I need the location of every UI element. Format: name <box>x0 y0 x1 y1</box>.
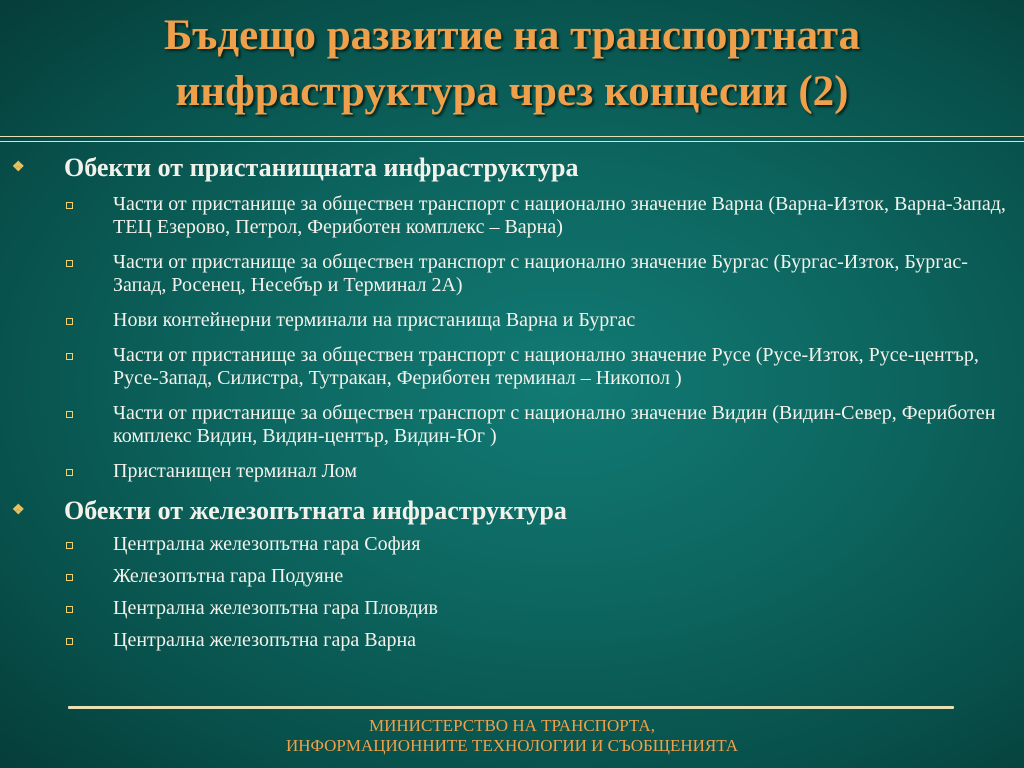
section-heading-text: Обекти от пристанищната инфраструктура <box>64 153 579 182</box>
square-bullet-icon <box>66 411 73 418</box>
list-item <box>0 629 1024 652</box>
list-item <box>0 565 1024 588</box>
list-item <box>0 597 1024 620</box>
list-item-text: Части от пристанище за обществен транспорт с национално значение Русе (Русе-Изток, Русе-център, Русе-Запад, Силистра, Тутракан, Фериботен терминал – Никопол ) <box>113 344 979 389</box>
list-item <box>0 309 1024 332</box>
square-bullet-icon <box>66 353 73 360</box>
diamond-bullet-icon: ❖ <box>12 503 25 518</box>
title-divider <box>0 136 1024 142</box>
list-item <box>0 251 1024 297</box>
list-item <box>0 344 1024 390</box>
footer-divider <box>68 706 954 709</box>
list-item-text: Пристанищен терминал Лом <box>113 460 358 482</box>
section-heading-text: Обекти от железопътната инфраструктура <box>64 496 567 525</box>
section-heading <box>0 152 1024 184</box>
section-railway-infrastructure <box>0 495 1024 652</box>
square-bullet-icon <box>66 318 73 325</box>
footer <box>0 716 1024 756</box>
list-item-text: Централна железопътна гара Варна <box>113 629 417 651</box>
square-bullet-icon <box>66 260 73 267</box>
list-item-text: Централна железопътна гара София <box>113 533 421 555</box>
list-item-text: Железопътна гара Подуяне <box>113 565 344 587</box>
square-bullet-icon <box>66 202 73 209</box>
list-item-text: Централна железопътна гара Пловдив <box>113 597 438 619</box>
list-item <box>0 460 1024 483</box>
list-item-text: Части от пристанище за обществен транспорт с национално значение Видин (Видин-Север, Фериботен комплекс Видин, Видин-център, Видин-Юг ) <box>113 402 996 447</box>
list-item <box>0 402 1024 448</box>
square-bullet-icon <box>66 469 73 476</box>
title-line-2: инфраструктура чрез концесии (2) <box>175 68 849 115</box>
slide-content <box>0 144 1024 652</box>
square-bullet-icon <box>66 606 73 613</box>
list-item <box>0 533 1024 556</box>
square-bullet-icon <box>66 574 73 581</box>
footer-line-1: МИНИСТЕРСТВО НА ТРАНСПОРТА, <box>369 716 655 735</box>
diamond-bullet-icon: ❖ <box>12 160 25 175</box>
title-line-1: Бъдещо развитие на транспортната <box>163 12 861 59</box>
list-item <box>0 193 1024 239</box>
section-heading <box>0 495 1024 527</box>
list-item-text: Части от пристанище за обществен транспорт с национално значение Варна (Варна-Изток, Варна-Запад, ТЕЦ Езерово, Петрол, Фериботен комплекс – Варна) <box>113 193 1006 238</box>
list-item-text: Части от пристанище за обществен транспорт с национално значение Бургас (Бургас-Изток, Бургас-Запад, Росенец, Несебър и Терминал 2А) <box>113 251 968 296</box>
square-bullet-icon <box>66 638 73 645</box>
footer-line-2: ИНФОРМАЦИОННИТЕ ТЕХНОЛОГИИ И СЪОБЩЕНИЯТА <box>285 736 739 755</box>
list-item-text: Нови контейнерни терминали на пристанища Варна и Бургас <box>113 309 636 331</box>
square-bullet-icon <box>66 542 73 549</box>
section-port-infrastructure <box>0 152 1024 483</box>
slide-title <box>0 8 1024 120</box>
